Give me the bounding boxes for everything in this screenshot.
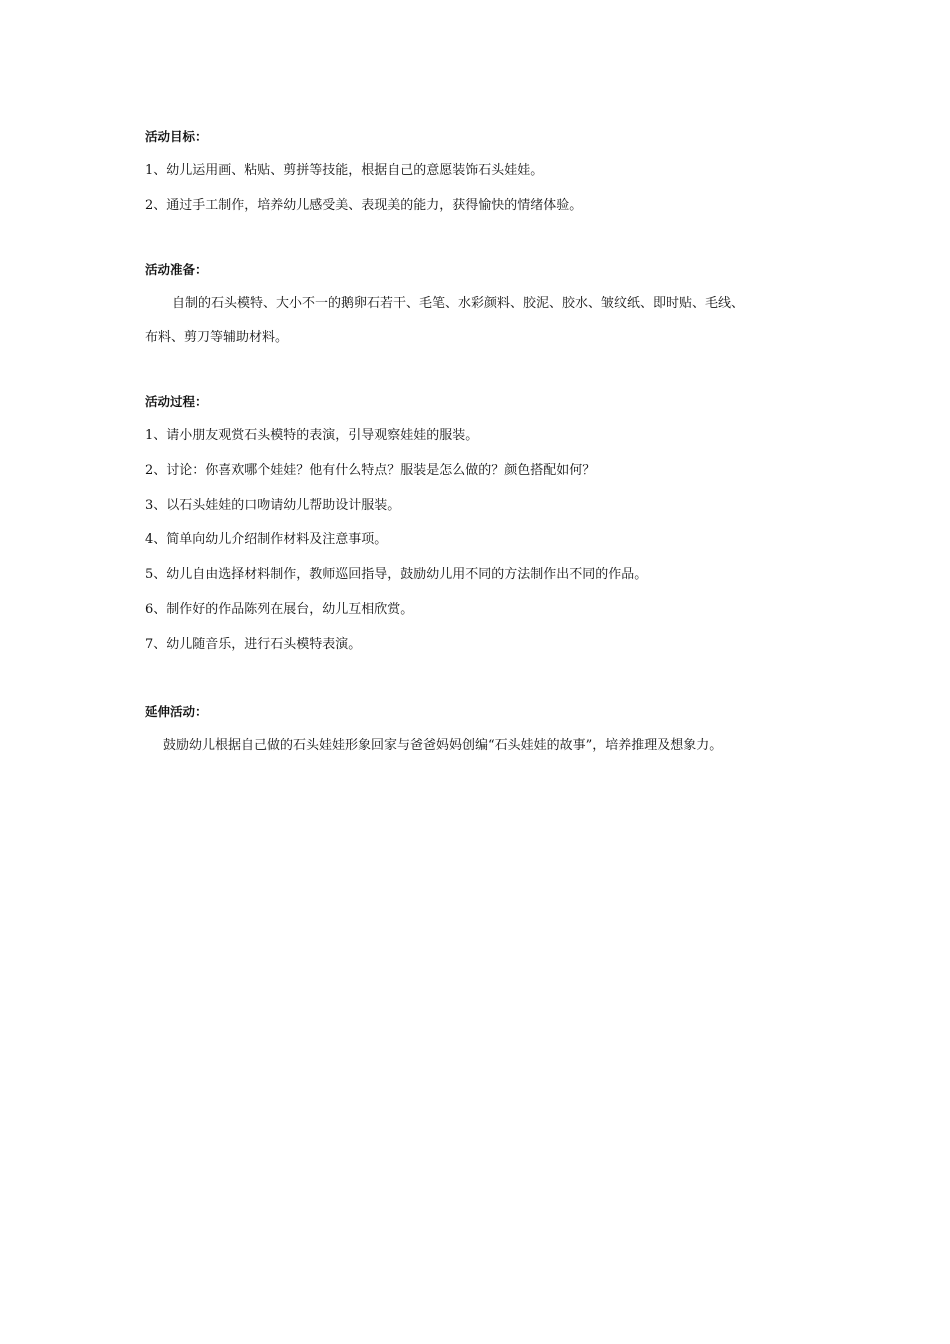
goals-item-2: 2、通过手工制作，培养幼儿感受美、表现美的能力，获得愉快的情绪体验。 — [145, 198, 583, 213]
process-item-2: 2、讨论：你喜欢哪个娃娃？他有什么特点？服装是怎么做的？颜色搭配如何？ — [145, 463, 596, 478]
process-item-7: 7、幼儿随音乐，进行石头模特表演。 — [145, 637, 362, 652]
process-item-1: 1、请小朋友观赏石头模特的表演，引导观察娃娃的服装。 — [145, 428, 479, 443]
extension-section — [145, 703, 835, 721]
preparation-line-2: 布料、剪刀等辅助材料。 — [145, 330, 289, 345]
preparation-heading: 活动准备： — [145, 262, 208, 277]
process-item-6: 6、制作好的作品陈列在展台，幼儿互相欣赏。 — [145, 602, 414, 617]
process-item — [145, 601, 835, 619]
goals-item-1: 1、幼儿运用画、粘贴、剪拼等技能，根据自己的意愿装饰石头娃娃。 — [145, 163, 544, 178]
process-section — [145, 393, 835, 411]
goals-section — [145, 128, 835, 146]
goals-item — [145, 197, 835, 215]
preparation-section — [145, 261, 835, 279]
extension-text: 鼓励幼儿根据自己做的石头娃娃形象回家与爸爸妈妈创编“石头娃娃的故事”，培养推理及想象力。 — [163, 738, 723, 753]
goals-item — [145, 162, 835, 180]
process-item — [145, 531, 835, 549]
process-item — [145, 636, 835, 654]
process-item-5: 5、幼儿自由选择材料制作，教师巡回指导，鼓励幼儿用不同的方法制作出不同的作品。 — [145, 567, 648, 582]
goals-heading: 活动目标： — [145, 129, 208, 144]
extension-body — [163, 737, 853, 755]
preparation-line — [145, 329, 835, 347]
process-item — [145, 497, 835, 515]
extension-heading: 延伸活动： — [145, 704, 208, 719]
process-item — [145, 427, 835, 445]
process-item — [145, 566, 835, 584]
preparation-line-1: 自制的石头模特、大小不一的鹅卵石若干、毛笔、水彩颜料、胶泥、胶水、皱纹纸、即时贴、毛线、 — [172, 296, 745, 311]
process-item — [145, 462, 835, 480]
process-heading: 活动过程： — [145, 394, 208, 409]
process-item-4: 4、简单向幼儿介绍制作材料及注意事项。 — [145, 532, 388, 547]
process-item-3: 3、以石头娃娃的口吻请幼儿帮助设计服装。 — [145, 498, 401, 513]
preparation-line — [172, 295, 862, 313]
